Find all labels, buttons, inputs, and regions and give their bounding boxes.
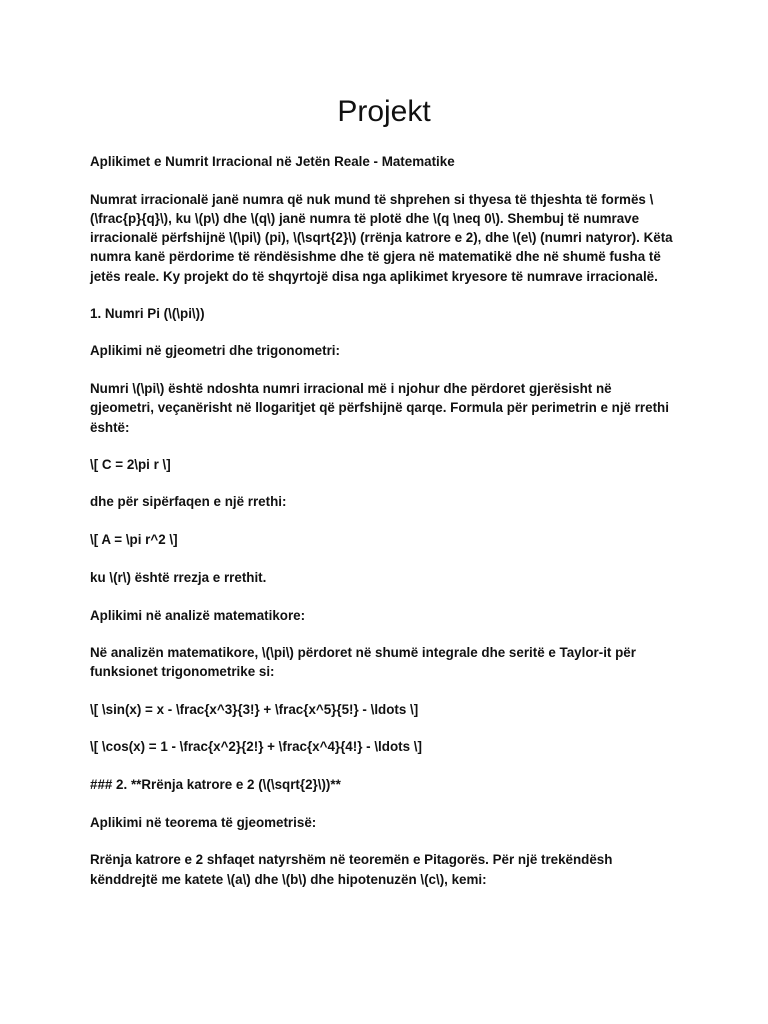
formula-area: \[ A = \pi r^2 \] <box>90 532 178 548</box>
page-title: Projekt <box>337 95 431 128</box>
section-heading-sqrt2: ### 2. **Rrënja katrore e 2 (\(\sqrt{2}\))** <box>90 777 341 793</box>
formula-sin: \[ \sin(x) = x - \frac{x^3}{3!} + \frac{x^5}{5!} - \ldots \] <box>90 701 419 717</box>
pythagoras-paragraph: Rrënja katrore e 2 shfaqet natyrshëm në teoremën e Pitagorës. Për një trekëndësh kënddrejtë me katete \(a\) dhe \(b\) dhe hipotenuzën \(c\), kemi: <box>90 852 613 887</box>
intro-paragraph: Numrat irracionalë janë numra që nuk mund të shprehen si thyesa të thjeshta të formës \(\frac{p}{q}\), ku \(p\) dhe \(q\) janë numra të plotë dhe \(q \neq 0\). Shembuj të numrave irracionalë përfshijnë \(\pi\) (pi), \(\sqrt{2}\) (rrënja katrore e 2), dhe \(e\) (numri natyror). Këta numra kanë përdorime të rëndësishme dhe të gjera në matematikë dhe në shumë fusha të jetës reale. Ky projekt do të shqyrtojë disa nga aplikimet kryesore të numrave irracionalë. <box>90 191 673 284</box>
subheading-theorems: Aplikimi në teorema të gjeometrisë: <box>90 814 317 830</box>
subheading-geometry: Aplikimi në gjeometri dhe trigonometri: <box>90 343 340 359</box>
section-heading-pi: 1. Numri Pi (\(\pi\)) <box>90 305 205 321</box>
pi-geometry-paragraph: Numri \(\pi\) është ndoshta numri irracional më i njohur dhe përdoret gjerësisht në gjeometri, veçanërisht në llogaritjet që përfshijnë qarqe. Formula për perimetrin e një rrethi është: <box>90 381 669 435</box>
area-intro-paragraph: dhe për sipërfaqen e një rrethi: <box>90 494 287 510</box>
subheading-analysis: Aplikimi në analizë matematikore: <box>90 607 306 623</box>
formula-cos: \[ \cos(x) = 1 - \frac{x^2}{2!} + \frac{x^4}{4!} - \ldots \] <box>90 739 422 755</box>
formula-perimeter: \[ C = 2\pi r \] <box>90 456 171 472</box>
document-body <box>90 152 676 907</box>
subtitle-paragraph: Aplikimet e Numrit Irracional në Jetën Reale - Matematike <box>90 154 455 169</box>
analysis-paragraph: Në analizën matematikore, \(\pi\) përdoret në shumë integrale dhe seritë e Taylor-it për funksionet trigonometrike si: <box>90 645 636 680</box>
radius-note-paragraph: ku \(r\) është rrezja e rrethit. <box>90 569 267 585</box>
